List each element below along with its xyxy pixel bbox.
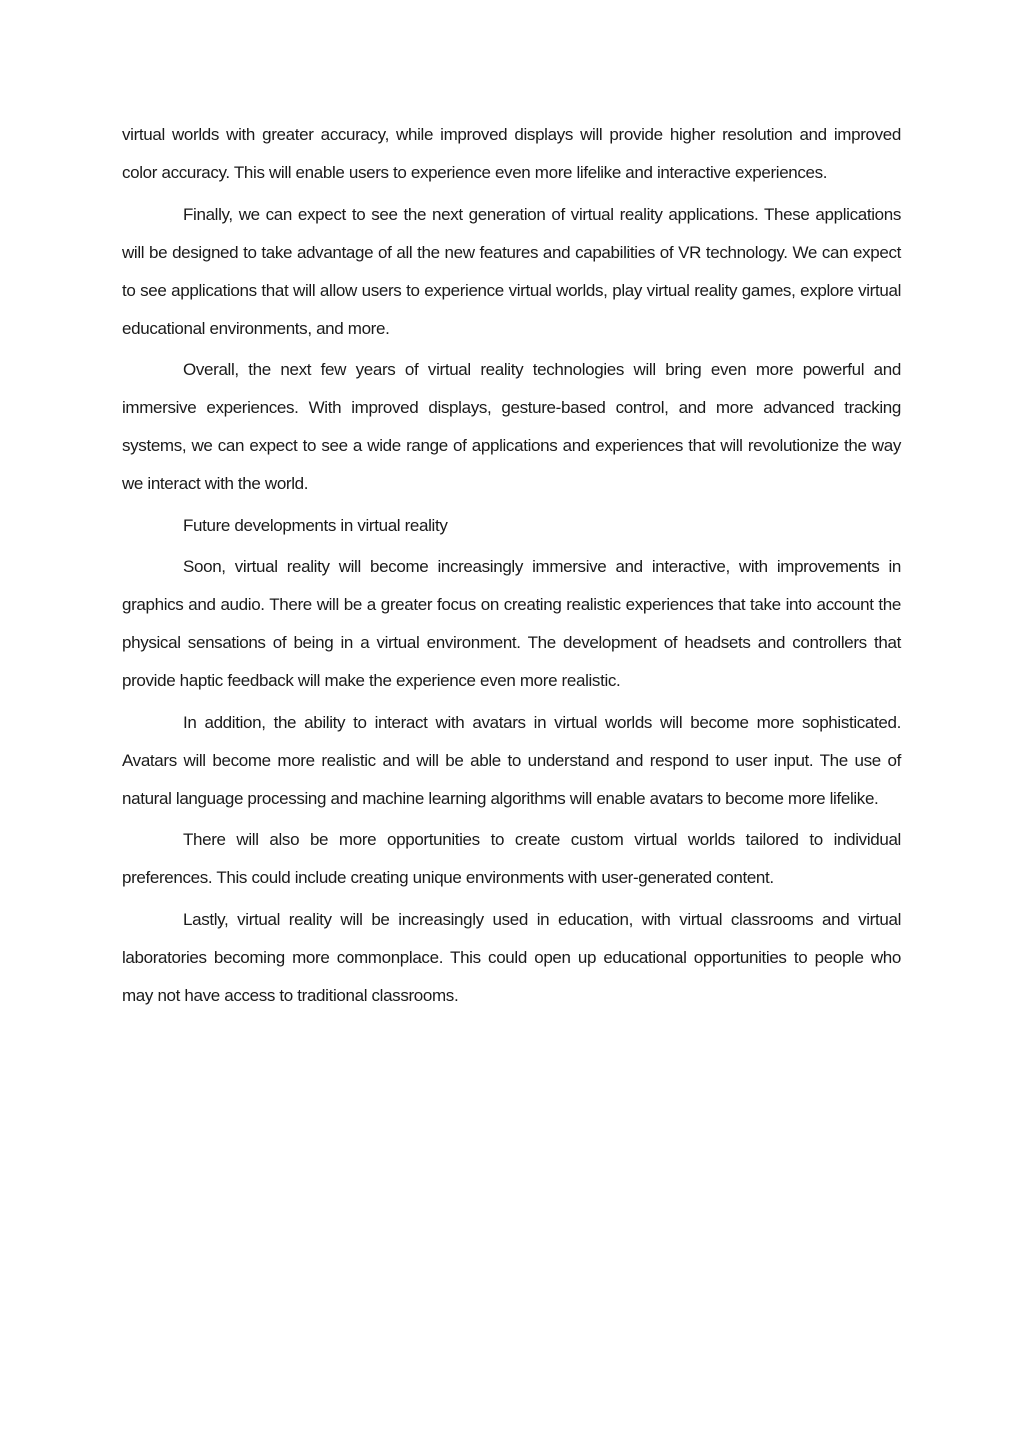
paragraph-immersive-interactive: Soon, virtual reality will become increasingly immersive and interactive, with improvements in graphics and audio. There will be a greater focus on creating realistic experiences that take into account the physical sensations of being in a virtual environment. The development of headsets and controllers that provide haptic feedback will make the experience even more realistic. xyxy=(122,557,901,690)
paragraph-avatars: In addition, the ability to interact with avatars in virtual worlds will become more sophisticated. Avatars will become more realistic and will be able to understand and respond to user input. The use of natural language processing and machine learning algorithms will enable avatars to become more lifelike. xyxy=(122,712,901,808)
paragraph-custom-worlds: There will also be more opportunities to create custom virtual worlds tailored to individual preferences. This could include creating unique environments with user-generated content. xyxy=(122,830,901,887)
section-heading-future-developments: Future developments in virtual reality xyxy=(183,515,448,535)
document-body xyxy=(122,116,901,1018)
paragraph-continuation: virtual worlds with greater accuracy, while improved displays will provide higher resolution and improved color accuracy. This will enable users to experience even more lifelike and interactive experiences. xyxy=(122,125,901,182)
paragraph-education: Lastly, virtual reality will be increasingly used in education, with virtual classrooms and virtual laboratories becoming more commonplace. This could open up educational opportunities to people who may not have access to traditional classrooms. xyxy=(122,909,901,1005)
paragraph-overall: Overall, the next few years of virtual reality technologies will bring even more powerful and immersive experiences. With improved displays, gesture-based control, and more advanced tracking systems, we can expect to see a wide range of applications and experiences that will revolutionize the way we interact with the world. xyxy=(122,360,901,493)
paragraph-next-generation-apps: Finally, we can expect to see the next generation of virtual reality applications. These applications will be designed to take advantage of all the new features and capabilities of VR technology. We can expect to see applications that will allow users to experience virtual worlds, play virtual reality games, explore virtual educational environments, and more. xyxy=(122,204,901,338)
